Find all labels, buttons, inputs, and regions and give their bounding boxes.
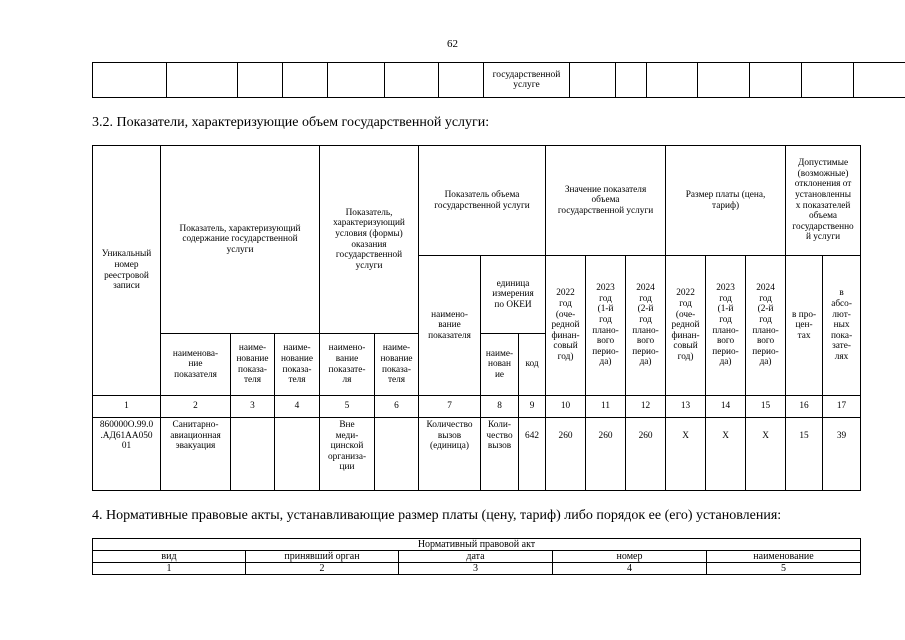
cell-deviation-absolute: 39	[823, 418, 861, 491]
header-conditions-indicator: Показатель, характеризующий условия (формы) оказания государственной услуги	[320, 146, 419, 334]
table-cell	[439, 63, 484, 98]
header-sub-name: наиме- нование показа- теля	[231, 334, 275, 396]
legal-column-number: 5	[707, 563, 861, 575]
table-cell-service-text: государственной услуге	[484, 63, 570, 98]
legal-column-number: 4	[553, 563, 707, 575]
header-code: код	[519, 334, 546, 396]
legal-column-header: дата	[399, 551, 553, 563]
column-number: 6	[375, 396, 419, 418]
column-number: 13	[666, 396, 706, 418]
column-number: 10	[546, 396, 586, 418]
header-sub-name: наимено- вание показате- ля	[320, 334, 375, 396]
column-number: 4	[275, 396, 320, 418]
legal-column-header: вид	[93, 551, 246, 563]
header-allowed-deviation: Допустимые (возможные) отклонения от установленны х показателей объема государственно й услуги	[786, 146, 861, 256]
legal-column-number: 3	[399, 563, 553, 575]
section-3-2-heading: 3.2. Показатели, характеризующие объем государственной услуги:	[92, 115, 490, 130]
cell-indicator-name: Количество вызов (единица)	[419, 418, 481, 491]
legal-acts-table	[92, 538, 861, 575]
header-volume-value: Значение показателя объема государственной услуги	[546, 146, 666, 256]
column-number: 17	[823, 396, 861, 418]
table-cell	[93, 63, 167, 98]
header-fee-2022: 2022 год (оче- редной финан- совый год)	[666, 256, 706, 396]
cell-value-2024: 260	[626, 418, 666, 491]
column-number: 14	[706, 396, 746, 418]
table-cell	[167, 63, 238, 98]
table-cell	[616, 63, 647, 98]
table-cell	[854, 63, 905, 98]
volume-indicators-table	[92, 145, 861, 491]
header-value-2023: 2023 год (1-й год плано- вого перио- да)	[586, 256, 626, 396]
cell-content-1: Санитарно- авиационная эвакуация	[161, 418, 231, 491]
table-cell	[328, 63, 385, 98]
header-sub-name: наиме- нование показа- теля	[275, 334, 320, 396]
header-value-2024: 2024 год (2-й год плано- вого перио- да)	[626, 256, 666, 396]
cell-value-2022: 260	[546, 418, 586, 491]
cell-content-2	[231, 418, 275, 491]
table-cell	[385, 63, 439, 98]
previous-table-continuation	[92, 62, 905, 98]
header-volume-indicator: Показатель объема государственной услуги	[419, 146, 546, 256]
column-number: 5	[320, 396, 375, 418]
table-cell	[570, 63, 616, 98]
table-cell	[698, 63, 750, 98]
cell-value-2023: 260	[586, 418, 626, 491]
column-number: 7	[419, 396, 481, 418]
cell-registry-number: 860000О.99.0 .АД61АА050 01	[93, 418, 161, 491]
cell-fee-2023: Х	[706, 418, 746, 491]
legal-column-number: 1	[93, 563, 246, 575]
table-cell	[647, 63, 698, 98]
header-fee-2023: 2023 год (1-й год плано- вого перио- да)	[706, 256, 746, 396]
cell-content-3	[275, 418, 320, 491]
legal-column-header: принявший орган	[246, 551, 399, 563]
legal-table-title: Нормативный правовой акт	[93, 539, 861, 551]
header-fee-size: Размер платы (цена, тариф)	[666, 146, 786, 256]
column-number: 11	[586, 396, 626, 418]
table-cell	[802, 63, 854, 98]
table-cell	[750, 63, 802, 98]
section-4-heading: 4. Нормативные правовые акты, устанавливающие размер платы (цену, тариф) либо порядок ее (его) установления:	[92, 508, 782, 523]
column-number: 9	[519, 396, 546, 418]
table-cell	[238, 63, 283, 98]
header-unique-number: Уникальный номер реестровой записи	[93, 146, 161, 396]
column-number: 15	[746, 396, 786, 418]
header-value-2022: 2022 год (оче- редной финан- совый год)	[546, 256, 586, 396]
page-number: 62	[447, 38, 458, 50]
column-number: 3	[231, 396, 275, 418]
legal-column-header: наименование	[707, 551, 861, 563]
legal-column-header: номер	[553, 551, 707, 563]
column-number: 16	[786, 396, 823, 418]
cell-unit-name: Коли- чество вызов	[481, 418, 519, 491]
header-unit-name: наиме- нован ие	[481, 334, 519, 396]
header-in-absolute: в абсо- лют- ных пока- зате- лях	[823, 256, 861, 396]
cell-deviation-percent: 15	[786, 418, 823, 491]
header-sub-name: наименова- ние показателя	[161, 334, 231, 396]
header-measure-unit: единица измерения по ОКЕИ	[481, 256, 546, 334]
header-fee-2024: 2024 год (2-й год плано- вого перио- да)	[746, 256, 786, 396]
column-number: 12	[626, 396, 666, 418]
cell-fee-2022: Х	[666, 418, 706, 491]
cell-code: 642	[519, 418, 546, 491]
cell-condition-2	[375, 418, 419, 491]
cell-fee-2024: Х	[746, 418, 786, 491]
cell-condition-1: Вне меди- цинской организа- ции	[320, 418, 375, 491]
table-cell	[283, 63, 328, 98]
header-in-percent: в про- цен- тах	[786, 256, 823, 396]
header-indicator-name: наимено- вание показателя	[419, 256, 481, 396]
column-number: 2	[161, 396, 231, 418]
column-number: 1	[93, 396, 161, 418]
legal-column-number: 2	[246, 563, 399, 575]
column-number: 8	[481, 396, 519, 418]
header-content-indicator: Показатель, характеризующий содержание государственной услуги	[161, 146, 320, 334]
header-sub-name: наиме- нование показа- теля	[375, 334, 419, 396]
